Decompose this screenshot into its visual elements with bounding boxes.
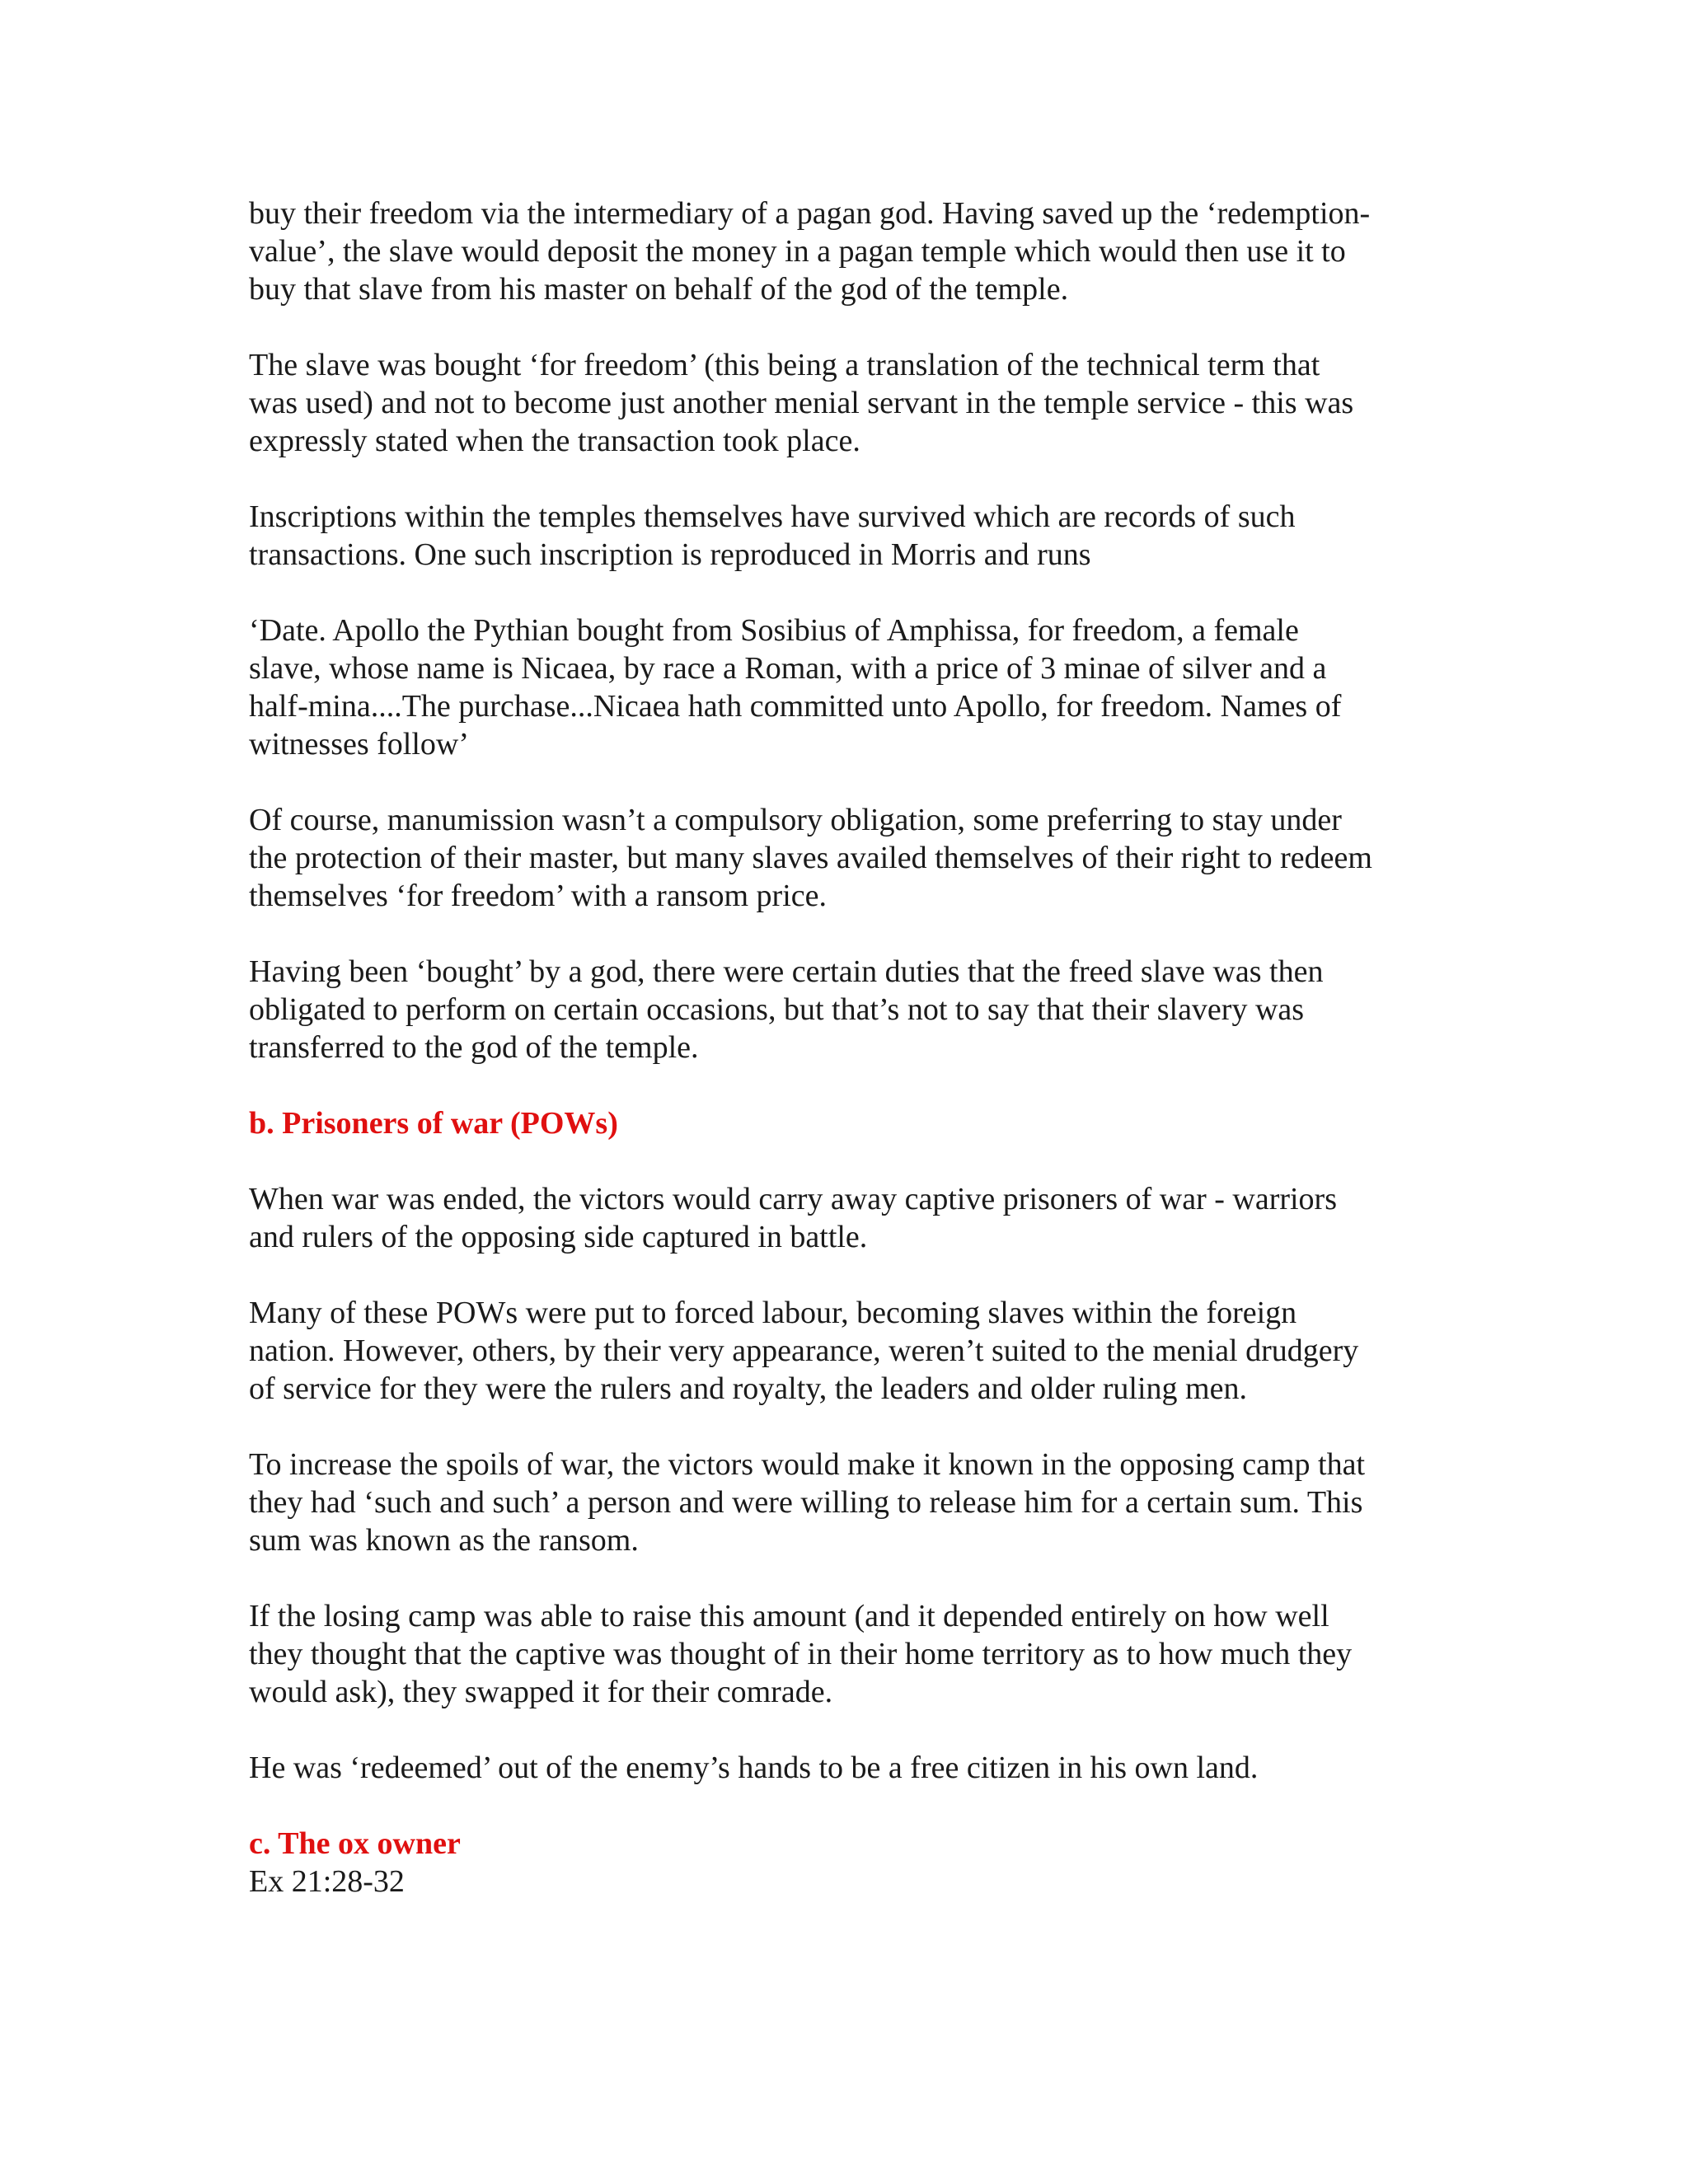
paragraph-redeemed: He was ‘redeemed’ out of the enemy’s hands to be a free citizen in his own land.	[249, 1750, 1259, 1785]
section-heading-prisoners-of-war: b. Prisoners of war (POWs)	[249, 1106, 618, 1141]
section-heading-ox-owner: c. The ox owner	[249, 1826, 461, 1861]
paragraph-bought-for-freedom: The slave was bought ‘for freedom’ (this being a translation of the technical term that was used) and not to become just another menial servant in the temple service - this was expressly stated when the transaction took place.	[249, 348, 1354, 458]
scripture-reference: Ex 21:28-32	[249, 1864, 405, 1899]
paragraph-manumission: Of course, manumission wasn’t a compulsory obligation, some preferring to stay under the protection of their master, but many slaves availed themselves of their right to redeem themselves ‘for freedom’ with a ransom price.	[249, 803, 1372, 913]
paragraph-redemption-value: buy their freedom via the intermediary of a pagan god. Having saved up the ‘redemption- value’, the slave would deposit the money in a pagan temple which would then use it to buy that slave from his master on behalf of the god of the temple.	[249, 196, 1371, 307]
paragraph-inscription-quote: ‘Date. Apollo the Pythian bought from Sosibius of Amphissa, for freedom, a female slave, whose name is Nicaea, by race a Roman, with a price of 3 minae of silver and a half-mina....The purchase...Nicaea hath committed unto Apollo, for freedom. Names of witnesses follow’	[249, 613, 1342, 762]
paragraph-spoils-of-war: To increase the spoils of war, the victors would make it known in the opposing camp that they had ‘such and such’ a person and were willing to release him for a certain sum. This sum was known as the ransom.	[249, 1447, 1366, 1558]
paragraph-losing-camp: If the losing camp was able to raise this amount (and it depended entirely on how well they thought that the captive was thought of in their home territory as to how much they would ask), they swapped it for their comrade.	[249, 1599, 1353, 1709]
paragraph-forced-labour: Many of these POWs were put to forced labour, becoming slaves within the foreign nation. However, others, by their very appearance, weren’t suited to the menial drudgery of service for they were the rulers and royalty, the leaders and older ruling men.	[249, 1296, 1359, 1406]
paragraph-war-ended: When war was ended, the victors would carry away captive prisoners of war - warriors and rulers of the opposing side captured in battle.	[249, 1182, 1337, 1254]
paragraph-bought-by-god: Having been ‘bought’ by a god, there were certain duties that the freed slave was then obligated to perform on certain occasions, but that’s not to say that their slavery was transferred to the god of the temple.	[249, 954, 1324, 1065]
document-body	[249, 194, 1469, 1900]
paragraph-inscriptions: Inscriptions within the temples themselves have survived which are records of such transactions. One such inscription is reproduced in Morris and runs	[249, 499, 1296, 572]
